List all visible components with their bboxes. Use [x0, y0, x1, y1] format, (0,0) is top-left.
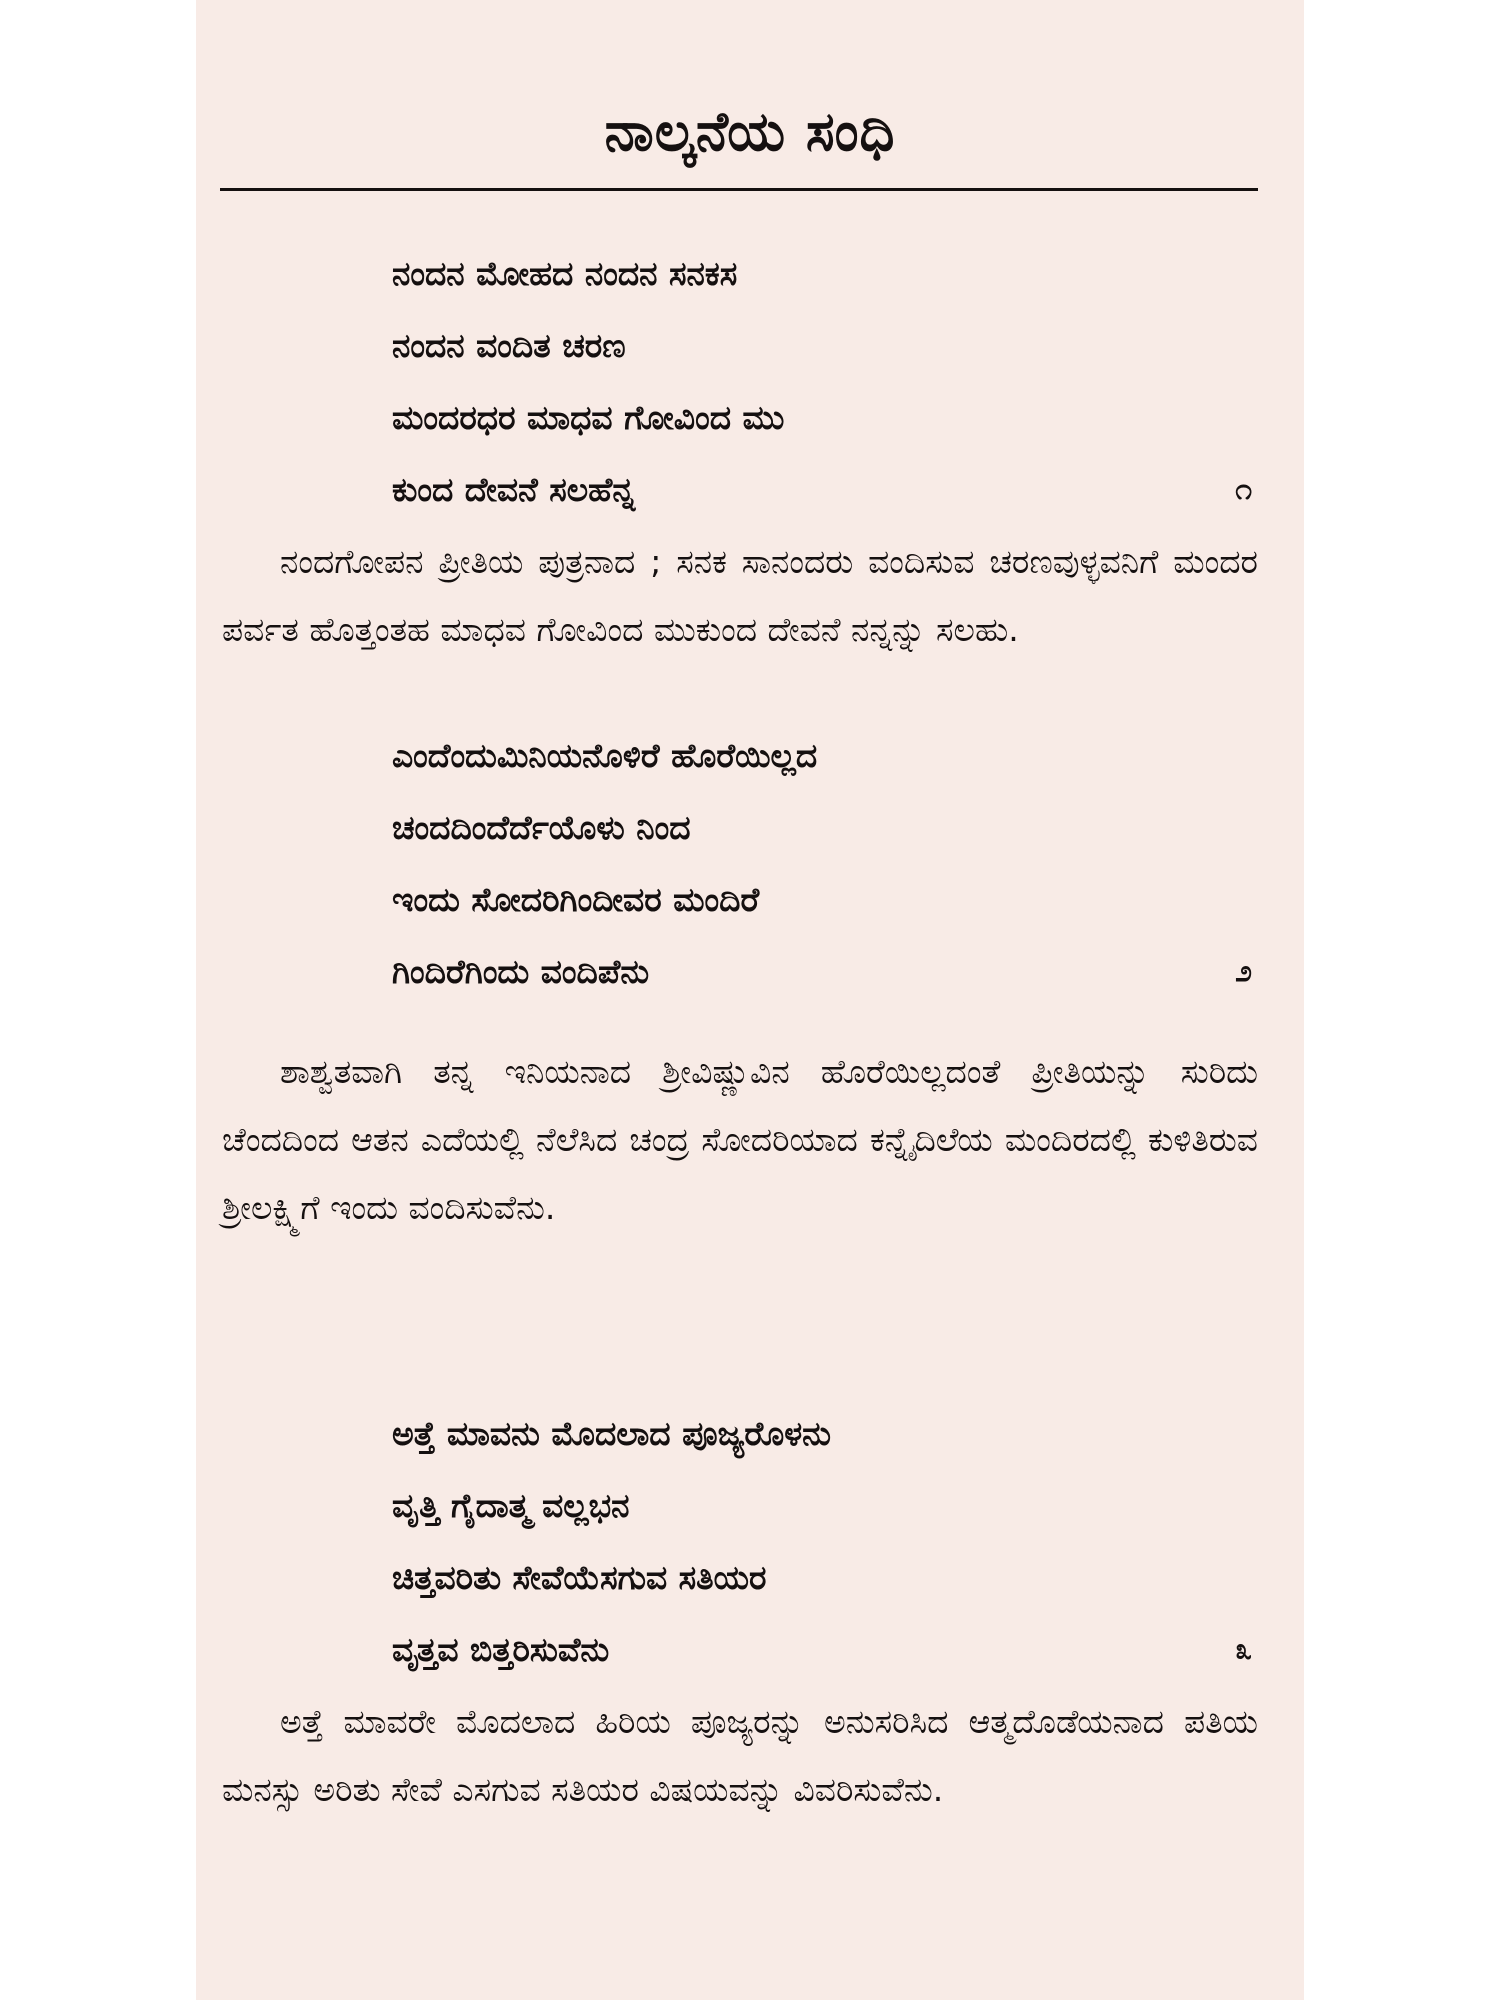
verse-2: [392, 720, 1252, 1008]
verse-1: [392, 238, 1252, 526]
verse-2-meaning: [222, 1038, 1258, 1242]
verse-line: ವೃತ್ತಿ ಗೈದಾತ್ಮ ವಲ್ಲಭನ: [392, 1486, 630, 1525]
verse-number: ೧: [1235, 472, 1252, 507]
verse-3: [392, 1398, 1252, 1686]
verse-line: ಚಿತ್ತವರಿತು ಸೇವೆಯೆಸಗುವ ಸತಿಯರ: [392, 1558, 767, 1597]
verse-line: ಇಂದು ಸೋದರಿಗಿಂದೀವರ ಮಂದಿರೆ: [392, 880, 760, 919]
verse-3-meaning: [222, 1688, 1258, 1824]
verse-number: ೩: [1235, 1632, 1252, 1667]
meaning-text: ನಂದಗೋಪನ ಪ್ರೀತಿಯ ಪುತ್ರನಾದ ; ಸನಕ ಸಾನಂದರು ವಂದಿಸುವ ಚರಣವುಳ್ಳವನಿಗೆ ಮಂದರ ಪರ್ವತ ಹೊತ್ತಂತಹ ಮಾಧವ ಗೋವಿಂದ ಮುಕುಂದ ದೇವನೆ ನನ್ನನ್ನು ಸಲಹು.: [222, 542, 1258, 649]
verse-line-text: ಕುಂದ ದೇವನೆ ಸಲಹೆನ್ನ: [392, 470, 636, 509]
verse-line: ಅತ್ತೆ ಮಾವನು ಮೊದಲಾದ ಪೂಜ್ಯರೊಳನು: [392, 1414, 831, 1453]
meaning-text: ಅತ್ತೆ ಮಾವರೇ ಮೊದಲಾದ ಹಿರಿಯ ಪೂಜ್ಯರನ್ನು ಅನುಸರಿಸಿದ ಆತ್ಮದೊಡೆಯನಾದ ಪತಿಯ ಮನಸ್ಸು ಅರಿತು ಸೇವೆ ಎಸಗುವ ಸತಿಯರ ವಿಷಯವನ್ನು ವಿವರಿಸುವೆನು.: [222, 1702, 1258, 1809]
book-page: [196, 0, 1304, 2000]
verse-line: ನಂದನ ಮೋಹದ ನಂದನ ಸನಕಸ: [392, 254, 738, 293]
verse-line-text: ಗಿಂದಿರೆಗಿಂದು ವಂದಿಪೆನು: [392, 952, 650, 991]
verse-line-last: [392, 454, 1252, 526]
verse-line: ನಂದನ ವಂದಿತ ಚರಣ: [392, 326, 626, 365]
verse-line: ಚಂದದಿಂದೆರ್ದೆಯೊಳು ನಿಂದ: [392, 808, 691, 847]
verse-line-last: [392, 1614, 1252, 1686]
verse-1-meaning: [222, 528, 1258, 664]
verse-line-text: ವೃತ್ತವ ಬಿತ್ತರಿಸುವೆನು: [392, 1630, 610, 1669]
verse-line: ಮಂದರಧರ ಮಾಧವ ಗೋವಿಂದ ಮು: [392, 398, 785, 437]
verse-line: ಎಂದೆಂದುಮಿನಿಯನೊಳಿರೆ ಹೊರೆಯಿಲ್ಲದ: [392, 736, 818, 775]
chapter-title: ನಾಲ್ಕನೆಯ ಸಂಧಿ: [604, 100, 896, 163]
verse-number: ೨: [1235, 954, 1252, 989]
title-divider: [220, 188, 1258, 191]
meaning-text: ಶಾಶ್ವತವಾಗಿ ತನ್ನ ಇನಿಯನಾದ ಶ್ರೀವಿಷ್ಣುವಿನ ಹೊರೆಯಿಲ್ಲದಂತೆ ಪ್ರೀತಿಯನ್ನು ಸುರಿದು ಚೆಂದದಿಂದ ಆತನ ಎದೆಯಲ್ಲಿ ನೆಲೆಸಿದ ಚಂದ್ರ ಸೋದರಿಯಾದ ಕನ್ನೈದಿಲೆಯ ಮಂದಿರದಲ್ಲಿ ಕುಳಿತಿರುವ ಶ್ರೀಲಕ್ಷ್ಮಿಗೆ ಇಂದು ವಂದಿಸುವೆನು.: [222, 1052, 1258, 1227]
verse-line-last: [392, 936, 1252, 1008]
